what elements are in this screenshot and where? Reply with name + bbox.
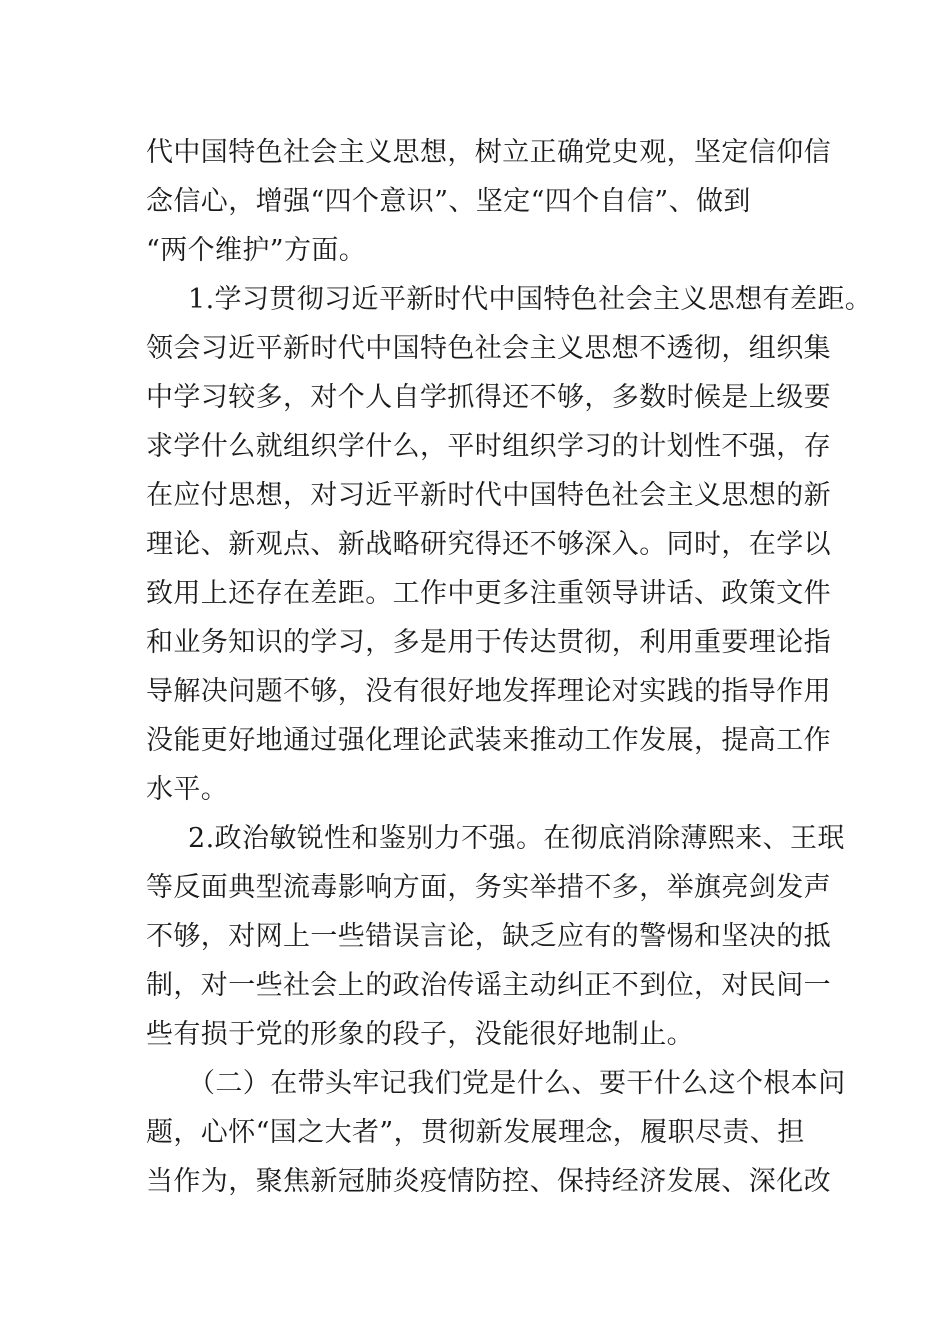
text-line: 没能更好地通过强化理论武装来推动工作发展，提高工作	[146, 725, 831, 756]
text-line: 制，对一些社会上的政治传谣主动纠正不到位，对民间一	[146, 970, 831, 1001]
text-line: 中学习较多，对个人自学抓得还不够，多数时候是上级要	[146, 382, 831, 413]
text-line: 当作为，聚焦新冠肺炎疫情防控、保持经济发展、深化改	[146, 1166, 831, 1197]
text-line: 念信心，增强“四个意识”、坚定“四个自信”、做到	[146, 186, 751, 217]
text-line: 水平。	[146, 774, 229, 805]
section-heading-1: 1.学习贯彻习近平新时代中国特色社会主义思想有差距。	[188, 284, 873, 315]
text-line: 些有损于党的形象的段子，没能很好地制止。	[146, 1019, 694, 1050]
section-heading-part-2: （二）在带头牢记我们党是什么、要干什么这个根本问	[188, 1068, 846, 1099]
text-line: 求学什么就组织学什么，平时组织学习的计划性不强，存	[146, 431, 831, 462]
text-line: 导解决问题不够，没有很好地发挥理论对实践的指导作用	[146, 676, 831, 707]
text-line: 在应付思想，对习近平新时代中国特色社会主义思想的新	[146, 480, 831, 511]
text-line: 代中国特色社会主义思想，树立正确党史观，坚定信仰信	[146, 137, 831, 168]
document-body	[146, 128, 873, 1206]
text-line: 理论、新观点、新战略研究得还不够深入。同时，在学以	[146, 529, 831, 560]
section-heading-2: 2.政治敏锐性和鉴别力不强。在彻底消除薄熙来、王珉	[188, 823, 845, 854]
text-line: 题，心怀“国之大者”，贯彻新发展理念，履职尽责、担	[146, 1117, 805, 1148]
text-line: 致用上还存在差距。工作中更多注重领导讲话、政策文件	[146, 578, 831, 609]
text-line: “两个维护”方面。	[146, 235, 367, 266]
text-line: 等反面典型流毒影响方面，务实举措不多，举旗亮剑发声	[146, 872, 831, 903]
text-line: 不够，对网上一些错误言论，缺乏应有的警惕和坚决的抵	[146, 921, 831, 952]
text-line: 和业务知识的学习，多是用于传达贯彻，利用重要理论指	[146, 627, 831, 658]
text-line: 领会习近平新时代中国特色社会主义思想不透彻，组织集	[146, 333, 831, 364]
